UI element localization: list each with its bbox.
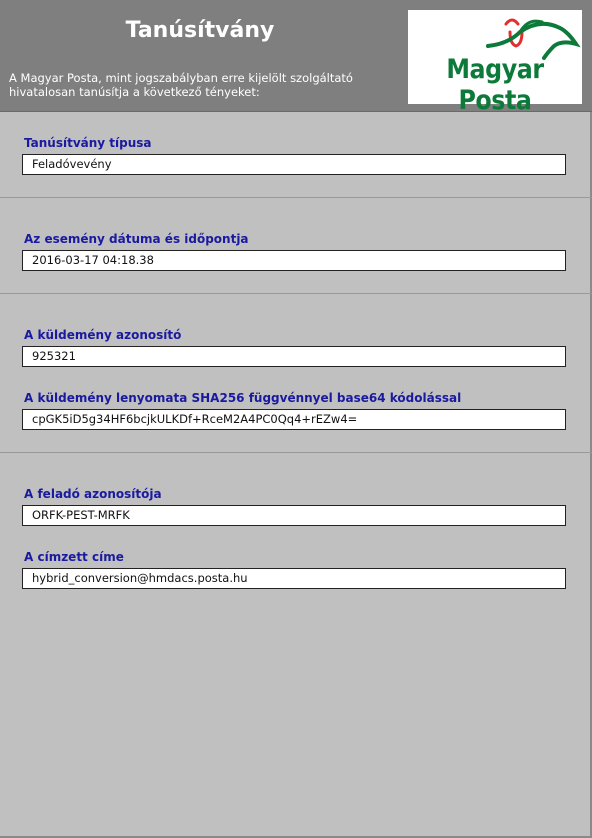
section-divider [0,293,592,294]
field-label-event-datetime: Az esemény dátuma és időpontja [24,232,249,246]
field-label-item-hash: A küldemény lenyomata SHA256 függvénnyel base64 kódolással [24,391,462,405]
field-value-item-hash: cpGK5iD5g34HF6bcjkULKDf+RceM2A4PC0Qq4+rEZw4= [22,409,566,430]
page-title: Tanúsítvány [125,18,275,43]
magyar-posta-logo [408,10,582,116]
field-value-item-id: 925321 [22,346,566,367]
field-label-sender-id: A feladó azonosítója [24,487,162,501]
field-label-item-id: A küldemény azonosító [24,328,182,342]
logo-text: Magyar Posta [446,54,544,116]
section-divider [0,452,592,453]
header-description: A Magyar Posta, mint jogszabályban erre kijelölt szolgáltató hivatalosan tanúsítja a következő tényeket: [9,71,353,99]
field-label-recipient-address: A címzett címe [24,550,124,564]
field-value-event-datetime: 2016-03-17 04:18.38 [22,250,566,271]
field-label-certificate-type: Tanúsítvány típusa [24,136,152,150]
field-value-sender-id: ORFK-PEST-MRFK [22,505,566,526]
field-value-recipient-address: hybrid_conversion@hmdacs.posta.hu [22,568,566,589]
section-divider [0,197,592,198]
certificate-header [0,0,592,116]
field-value-certificate-type: Feladóvevény [22,154,566,175]
